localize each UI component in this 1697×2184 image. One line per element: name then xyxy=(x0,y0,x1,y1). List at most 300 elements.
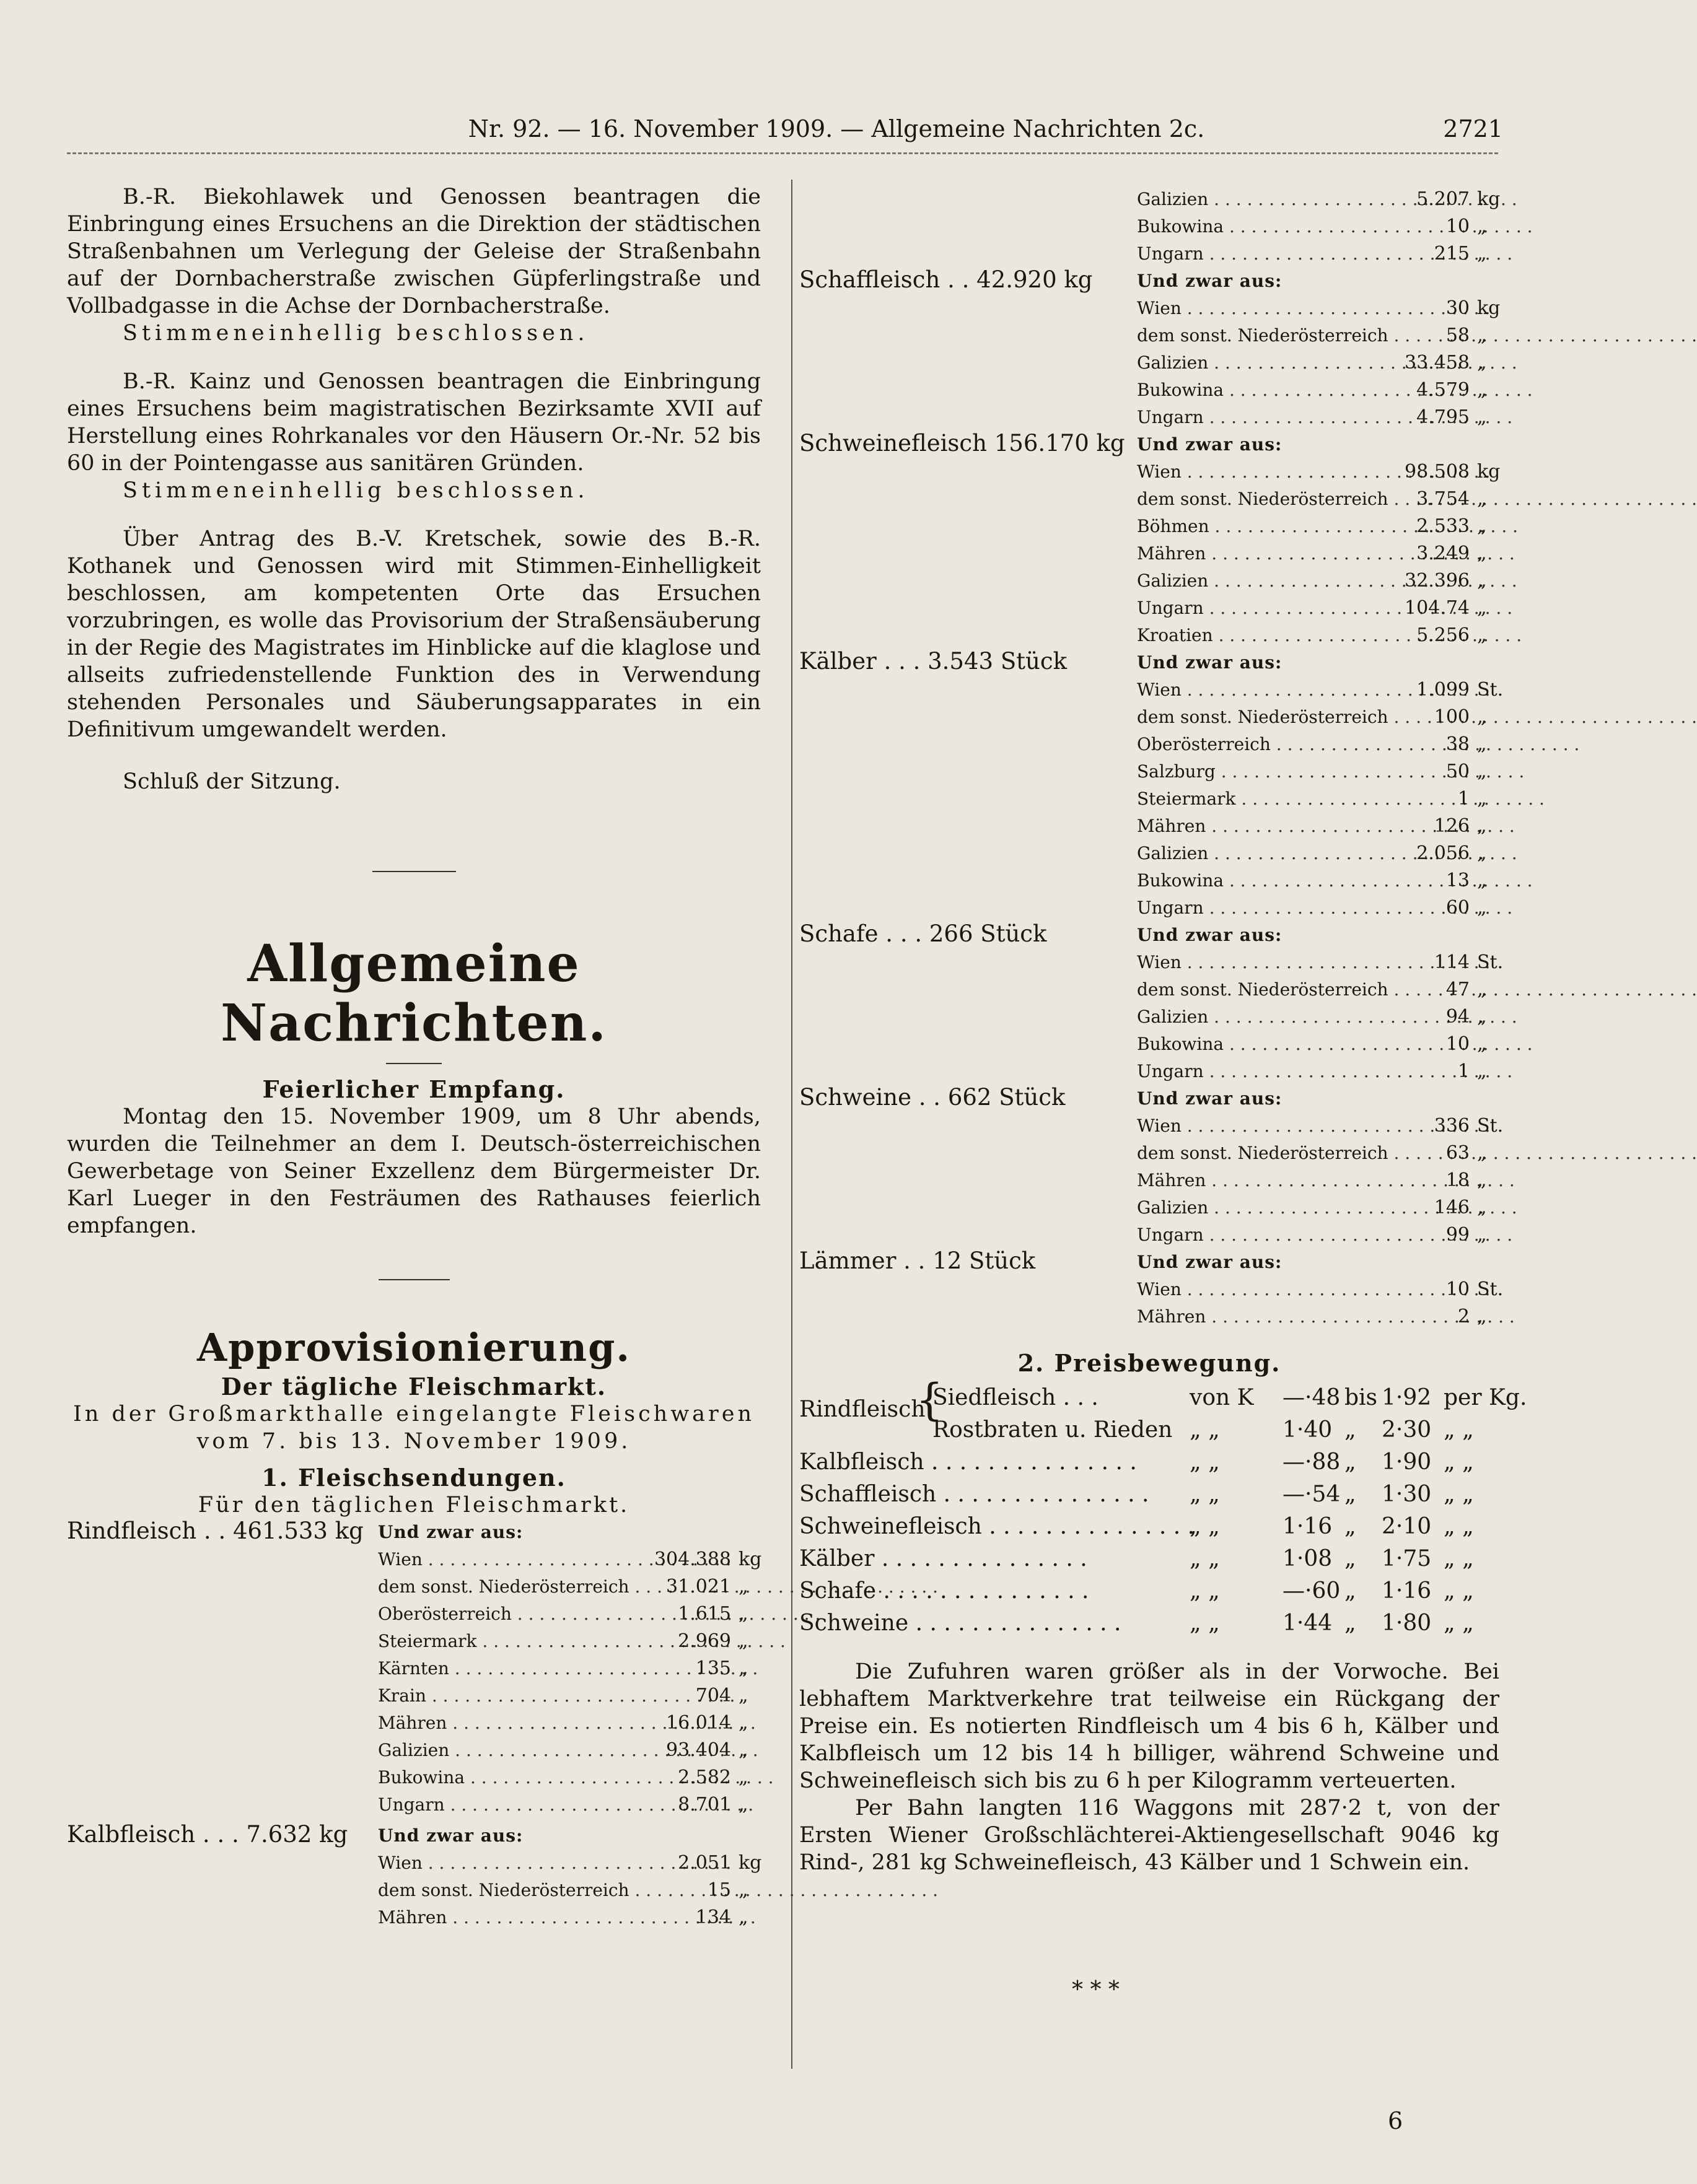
unit-label: „ xyxy=(1477,1197,1487,1218)
list-item xyxy=(1137,540,1499,567)
origin-label: Wien . . . xyxy=(1137,676,1400,704)
unit-label: „ xyxy=(739,1712,748,1734)
price-bis: „ xyxy=(1344,1546,1356,1571)
price-min: —·88 xyxy=(1283,1449,1341,1475)
list-item xyxy=(1137,1303,1499,1330)
quantity-value: 5.207 xyxy=(1416,188,1470,210)
origin-label: Und zwar aus: xyxy=(1137,925,1283,945)
unit-label: „ xyxy=(1477,733,1487,755)
group-schweine xyxy=(799,1084,1504,1249)
origin-label: Wien . . . xyxy=(1137,458,1400,486)
column-divider xyxy=(791,180,792,2069)
origin-label: Ungarn . . . xyxy=(1137,1221,1400,1249)
price-unit: „ „ xyxy=(1444,1578,1474,1604)
origin-label: Mähren . . . xyxy=(378,1710,613,1737)
price-min: 1·08 xyxy=(1283,1546,1333,1571)
list-item xyxy=(1137,676,1504,704)
price-max: 1·80 xyxy=(1382,1610,1432,1636)
session-close: Schluß der Sitzung. xyxy=(123,769,341,794)
intro-grossmarkthalle: In der Großmarkthalle eingelangte Fleischwaren vom 7. bis 13. November 1909. xyxy=(72,1402,755,1454)
origin-label: dem sonst. Niederösterreich . . . xyxy=(1137,704,1400,731)
unit-label: „ xyxy=(1477,1033,1487,1055)
origin-label: Mähren . . . xyxy=(1137,1167,1400,1194)
quantity-value: 215 xyxy=(1434,243,1470,264)
quantity-value: 38 xyxy=(1445,733,1470,755)
list-item xyxy=(1137,567,1499,595)
origin-label: Oberösterreich . . . xyxy=(1137,731,1400,758)
quantity-value: 15 xyxy=(707,1879,731,1901)
group-head: Rindfleisch . . 461.533 kg xyxy=(67,1518,364,1544)
unit-label: „ xyxy=(1477,543,1487,564)
quantity-value: 31.021 xyxy=(666,1576,731,1597)
price-row xyxy=(799,1382,1527,1414)
unit-label: „ xyxy=(1477,597,1487,619)
quantity-value: 304.388 xyxy=(654,1548,731,1570)
origin-label: Bukowina . . . xyxy=(1137,867,1400,894)
origin-label: Und zwar aus: xyxy=(1137,434,1283,455)
header-rule xyxy=(67,152,1498,154)
origin-label: dem sonst. Niederösterreich . . . xyxy=(1137,1140,1400,1167)
origin-label: Mähren . . . xyxy=(1137,540,1400,567)
list-subhead xyxy=(1137,268,1499,295)
price-row xyxy=(799,1414,1499,1446)
quantity-value: 93.404 xyxy=(666,1739,731,1761)
origin-label: dem sonst. Niederösterreich . . . xyxy=(1137,322,1400,349)
origin-label: Mähren . . . xyxy=(378,1904,613,1931)
quantity-value: 10 xyxy=(1445,1278,1470,1300)
list-item xyxy=(1137,1003,1499,1031)
quantity-value: 1.099 xyxy=(1416,679,1470,701)
quantity-value: 18 xyxy=(1445,1169,1470,1191)
list-item xyxy=(1137,1276,1504,1303)
origin-label: Kärnten . . . xyxy=(378,1655,613,1682)
price-min: 1·44 xyxy=(1283,1610,1333,1636)
price-item-name: Schweinefleisch . . . xyxy=(799,1511,1195,1543)
price-row xyxy=(799,1479,1499,1511)
unit-label: „ xyxy=(739,1685,748,1706)
quantity-value: 50 xyxy=(1445,761,1470,782)
paragraph-zufuhren: Die Zufuhren waren größer als in der Vorwoche. Bei lebhaftem Marktverkehre trat teilweise ein Rückgang der Preise ein. Es notierten Rindfleisch um 4 bis 6 h, Kälber und Kalbfleisch um 12 bis 14 h billiger, während Schweine und Schweinefleisch sich bis zu 6 h per Kilogramm verteuerten. xyxy=(799,1659,1499,1793)
list-item xyxy=(1137,949,1504,976)
list-item xyxy=(1137,513,1499,540)
group-head: Schaffleisch . . 42.920 kg xyxy=(799,266,1093,293)
origin-label: dem sonst. Niederösterreich . . . xyxy=(378,1877,613,1904)
list-item xyxy=(1137,1194,1499,1221)
list-item xyxy=(1137,1031,1499,1058)
price-unit: „ „ xyxy=(1444,1417,1474,1443)
list-item xyxy=(1137,322,1499,349)
paragraph-kretschek: Über Antrag des B.-V. Kretschek, sowie des B.-R. Kothanek und Genossen wird mit Stimmen-Einhelligkeit beschlossen, am kompetenten Orte das Ersuchen vorzubringen, es wolle das Provisorium der Straßensäuberung in der Regie des Magistrates im Hinblicke auf die klaglose und allseits zufriedenstellende Funktion des in Verwendung stehenden Personales und Säuberungsapparates in ein Definitivum umgewandelt werden. xyxy=(67,526,761,742)
unit-label: St. xyxy=(1477,1115,1504,1137)
list-item xyxy=(378,1682,761,1710)
unit-label: St. xyxy=(1477,679,1504,701)
price-max: 1·92 xyxy=(1382,1385,1432,1410)
price-row xyxy=(799,1543,1499,1575)
origin-label: Ungarn . . . xyxy=(1137,1058,1400,1085)
quantity-value: 5.256 xyxy=(1416,624,1470,646)
price-unit: „ „ xyxy=(1444,1546,1474,1571)
right-column xyxy=(799,186,1527,1876)
list-item xyxy=(378,1791,761,1819)
list-subhead xyxy=(1137,922,1499,949)
quantity-value: 8.701 xyxy=(678,1794,731,1815)
origin-label: Ungarn . . . xyxy=(1137,240,1400,268)
price-max: 2·10 xyxy=(1382,1514,1432,1539)
group-schweinefleisch xyxy=(799,431,1499,649)
price-row xyxy=(799,1575,1499,1607)
price-item-name: Schaffleisch . . . xyxy=(799,1479,1149,1511)
origin-label: Und zwar aus: xyxy=(1137,652,1283,673)
left-column xyxy=(67,183,761,1931)
quantity-value: 114 xyxy=(1434,951,1470,973)
running-header xyxy=(0,115,1610,152)
price-unit: „ „ xyxy=(1444,1610,1474,1636)
list-item xyxy=(378,1655,761,1682)
quantity-value: 1.615 xyxy=(678,1603,731,1625)
origin-label: Steiermark . . . xyxy=(378,1628,613,1655)
quantity-value: 10 xyxy=(1445,216,1470,237)
quantity-value: 2.582 xyxy=(678,1767,731,1788)
sub-title-taeglich: Für den täglichen Fleischmarkt. xyxy=(198,1493,630,1518)
quantity-value: 32.396 xyxy=(1405,570,1470,592)
quantity-value: 94 xyxy=(1445,1006,1470,1028)
price-von: „ „ xyxy=(1190,1610,1220,1636)
price-row xyxy=(799,1607,1499,1640)
list-item xyxy=(378,1710,761,1737)
unit-label: „ xyxy=(739,1658,748,1679)
unit-label: „ xyxy=(1477,243,1487,264)
price-min: 1·40 xyxy=(1283,1417,1333,1443)
quantity-value: 2.056 xyxy=(1416,842,1470,864)
origin-label: Wien . . . xyxy=(1137,295,1400,322)
list-item xyxy=(378,1764,761,1791)
origin-label: Bukowina . . . xyxy=(1137,1031,1400,1058)
unit-label: „ xyxy=(1477,1142,1487,1164)
price-min: —·54 xyxy=(1283,1482,1341,1507)
quantity-value: 47 xyxy=(1445,979,1470,1000)
list-item xyxy=(378,1904,761,1931)
origin-label: Böhmen . . . xyxy=(1137,513,1400,540)
list-item xyxy=(378,1601,761,1628)
origin-label: Galizien . . . xyxy=(1137,840,1400,867)
quantity-value: 1 xyxy=(1457,788,1470,810)
header-title: Nr. 92. — 16. November 1909. — Allgemeine Nachrichten 2c. xyxy=(468,115,1205,142)
origin-label: Mähren . . . xyxy=(1137,1303,1400,1330)
origin-label: Bukowina . . . xyxy=(1137,213,1400,240)
group-schafe xyxy=(799,920,1504,1085)
price-row xyxy=(799,1511,1499,1543)
list-item xyxy=(378,1850,761,1877)
origin-label: Ungarn . . . xyxy=(1137,894,1400,922)
unit-label: „ xyxy=(739,1879,748,1901)
price-bis: „ xyxy=(1344,1610,1356,1636)
sub-title-sendungen: 1. Fleischsendungen. xyxy=(261,1464,566,1492)
page-number: 2721 xyxy=(1443,115,1503,142)
origin-label: Mähren . . . xyxy=(1137,813,1400,840)
list-item xyxy=(1137,1140,1499,1167)
divider xyxy=(372,871,456,872)
list-item xyxy=(1137,731,1499,758)
list-item xyxy=(378,1877,761,1904)
unit-label: kg xyxy=(1477,461,1501,483)
paragraph-empfang: Montag den 15. November 1909, um 8 Uhr abends, wurden die Teilnehmer an dem I. Deutsch-österreichischen Gewerbetage von Seiner Exzellenz dem Bürgermeister Dr. Karl Lueger in den Festräumen des Rathauses feierlich empfangen. xyxy=(67,1104,761,1238)
list-item xyxy=(1137,240,1499,268)
quantity-value: 100 xyxy=(1434,706,1470,728)
unit-label: „ xyxy=(1477,1060,1487,1082)
unit-label: „ xyxy=(1477,1224,1487,1246)
quantity-value: 146 xyxy=(1434,1197,1470,1218)
unit-label: „ xyxy=(1477,897,1487,919)
price-item-name: Kälber . . . xyxy=(799,1543,1087,1575)
origin-label: Und zwar aus: xyxy=(378,1522,524,1542)
unit-label: „ xyxy=(1477,1306,1487,1327)
price-bis: „ xyxy=(1344,1514,1356,1539)
list-item xyxy=(1137,486,1499,513)
origin-label: Ungarn . . . xyxy=(1137,404,1400,431)
origin-label: Ungarn . . . xyxy=(378,1791,613,1819)
group-head: Schafe . . . 266 Stück xyxy=(799,920,1047,947)
price-bis: „ xyxy=(1344,1449,1356,1475)
group-kaelber xyxy=(799,648,1504,922)
sub-title-empfang: Feierlicher Empfang. xyxy=(262,1075,566,1103)
quantity-value: 30 xyxy=(1445,297,1470,319)
list-item xyxy=(1137,976,1499,1003)
price-item-name: Schweine . . . xyxy=(799,1607,1121,1640)
unit-label: „ xyxy=(1477,842,1487,864)
origin-label: Wien . . . xyxy=(1137,949,1400,976)
unit-label: „ xyxy=(1477,352,1487,373)
origin-label: dem sonst. Niederösterreich . . . xyxy=(378,1573,613,1601)
origin-label: Galizien . . . xyxy=(1137,1003,1400,1031)
paragraph-kainz: B.-R. Kainz und Genossen beantragen die Einbringung eines Ersuchens beim magistratischen Bezirksamte XVII auf Herstellung eines Rohrkanales vor den Häusern Or.-Nr. 52 bis 60 in der Pointengasse aus sanitären Gründen. xyxy=(67,369,761,476)
list-item xyxy=(1137,894,1499,922)
list-item xyxy=(1137,622,1499,649)
unit-label: „ xyxy=(739,1739,748,1761)
quantity-value: 2.969 xyxy=(678,1630,731,1652)
unit-label: „ xyxy=(739,1603,748,1625)
unit-label: „ xyxy=(1477,761,1487,782)
list-subhead xyxy=(1137,649,1499,676)
list-subhead xyxy=(1137,1249,1499,1276)
origin-label: Ungarn . . . xyxy=(1137,595,1400,622)
list-item xyxy=(378,1737,761,1764)
origin-label: Bukowina . . . xyxy=(1137,377,1400,404)
list-item xyxy=(1137,186,1499,213)
unit-label: „ xyxy=(1477,216,1487,237)
list-item xyxy=(1137,867,1499,894)
quantity-value: 336 xyxy=(1434,1115,1470,1137)
sub-title-preisbewegung: 2. Preisbewegung. xyxy=(1017,1349,1281,1377)
group-head: Lämmer . . 12 Stück xyxy=(799,1247,1036,1274)
price-bis: „ xyxy=(1344,1578,1356,1604)
group-schaffleisch xyxy=(799,268,1499,431)
paragraph-bahn: Per Bahn langten 116 Waggons mit 287·2 t, von der Ersten Wiener Großschlächterei-Aktiengesellschaft 9046 kg Rind-, 281 kg Schweinefleisch, 43 Kälber und 1 Schwein ein. xyxy=(799,1796,1499,1875)
unit-label: „ xyxy=(1477,788,1487,810)
list-item xyxy=(1137,840,1499,867)
price-von: von K xyxy=(1190,1385,1254,1410)
unit-label: „ xyxy=(739,1576,748,1597)
price-max: 2·30 xyxy=(1382,1417,1432,1443)
list-item xyxy=(1137,458,1499,486)
price-table xyxy=(799,1374,1527,1640)
group-rindfleisch xyxy=(67,1519,761,1819)
price-item-name: Kalbfleisch . . . xyxy=(799,1446,1137,1479)
price-max: 1·16 xyxy=(1382,1578,1432,1604)
origin-label: Wien . . . xyxy=(378,1546,613,1573)
price-row xyxy=(799,1446,1499,1479)
quantity-value: 2.533 xyxy=(1416,515,1470,537)
quantity-value: 4.579 xyxy=(1416,379,1470,401)
quantity-value: 99 xyxy=(1445,1224,1470,1246)
origin-label: Wien . . . xyxy=(1137,1112,1400,1140)
origin-label: Und zwar aus: xyxy=(1137,271,1283,291)
origin-label: Salzburg . . . xyxy=(1137,758,1400,785)
list-item xyxy=(1137,758,1499,785)
list-item xyxy=(1137,1221,1499,1249)
list-item xyxy=(1137,813,1499,840)
price-min: 1·16 xyxy=(1283,1514,1333,1539)
vote-result-1: Stimmeneinhellig beschlossen. xyxy=(123,321,589,346)
unit-label: „ xyxy=(1477,706,1487,728)
quantity-value: 104.74 xyxy=(1405,597,1470,619)
list-item xyxy=(1137,1112,1504,1140)
unit-label: „ xyxy=(1477,406,1487,428)
list-item xyxy=(1137,1167,1499,1194)
list-item xyxy=(1137,785,1499,813)
origin-label: Und zwar aus: xyxy=(1137,1252,1283,1272)
origin-label: dem sonst. Niederösterreich . . . xyxy=(1137,486,1400,513)
quantity-value: 1 xyxy=(1457,1060,1470,1082)
rindfleisch-label: Rindfleisch xyxy=(799,1397,926,1422)
list-subhead xyxy=(1137,1085,1499,1112)
price-unit: per Kg. xyxy=(1444,1385,1527,1410)
quantity-value: 13 xyxy=(1445,870,1470,891)
list-item xyxy=(378,1573,761,1601)
price-von: „ „ xyxy=(1190,1449,1220,1475)
origin-label: dem sonst. Niederösterreich . . . xyxy=(1137,976,1400,1003)
unit-label: „ xyxy=(1477,1169,1487,1191)
divider xyxy=(379,1279,450,1280)
price-min: —·48 xyxy=(1283,1385,1341,1410)
quantity-value: 3.754 xyxy=(1416,488,1470,510)
list-item xyxy=(1137,404,1499,431)
price-min: —·60 xyxy=(1283,1578,1341,1604)
origin-label: Krain . . . xyxy=(378,1682,613,1710)
section-title-approvisionierung: Approvisionierung. xyxy=(196,1325,631,1370)
divider xyxy=(386,1063,442,1064)
group-head: Schweinefleisch 156.170 kg xyxy=(799,430,1125,456)
unit-label: „ xyxy=(1477,488,1487,510)
unit-label: „ xyxy=(1477,325,1487,346)
sub-title-fleischmarkt: Der tägliche Fleischmarkt. xyxy=(221,1373,607,1400)
list-item xyxy=(1137,595,1499,622)
quantity-value: 60 xyxy=(1445,897,1470,919)
unit-label: „ xyxy=(739,1630,748,1652)
origin-label: Galizien . . . xyxy=(378,1737,613,1764)
quantity-value: 126 xyxy=(1434,815,1470,837)
origin-label: Galizien . . . xyxy=(1137,186,1400,213)
unit-label: „ xyxy=(739,1907,748,1928)
brace-icon: { xyxy=(916,1374,944,1425)
list-item xyxy=(378,1546,761,1573)
price-unit: „ „ xyxy=(1444,1514,1474,1539)
unit-label: „ xyxy=(1477,570,1487,592)
group-kalbfleisch-continued xyxy=(799,186,1499,268)
quantity-value: 3.249 xyxy=(1416,543,1470,564)
quantity-value: 58 xyxy=(1445,325,1470,346)
price-bis: „ xyxy=(1344,1482,1356,1507)
list-item xyxy=(1137,213,1499,240)
group-head: Schweine . . 662 Stück xyxy=(799,1084,1066,1111)
quantity-value: 16.014 xyxy=(666,1712,731,1734)
price-bis: bis xyxy=(1344,1385,1378,1410)
quantity-value: 135 xyxy=(695,1658,731,1679)
quantity-value: 98.508 xyxy=(1405,461,1470,483)
unit-label: kg xyxy=(1477,188,1501,210)
list-subhead xyxy=(1137,431,1499,458)
price-von: „ „ xyxy=(1190,1417,1220,1443)
unit-label: „ xyxy=(1477,515,1487,537)
price-max: 1·30 xyxy=(1382,1482,1432,1507)
origin-label: Galizien . . . xyxy=(1137,1194,1400,1221)
origin-label: Kroatien . . . xyxy=(1137,622,1400,649)
unit-label: „ xyxy=(1477,379,1487,401)
quantity-value: 4.795 xyxy=(1416,406,1470,428)
price-item-name: Rostbraten u. Rieden xyxy=(932,1417,1173,1443)
quantity-value: 2 xyxy=(1457,1306,1470,1327)
group-kalbfleisch xyxy=(67,1822,761,1931)
unit-label: „ xyxy=(1477,624,1487,646)
unit-label: „ xyxy=(1477,1006,1487,1028)
price-max: 1·90 xyxy=(1382,1449,1432,1475)
origin-label: Wien . . . xyxy=(1137,1276,1400,1303)
origin-label: Bukowina . . . xyxy=(378,1764,613,1791)
group-laemmer xyxy=(799,1247,1504,1330)
quantity-value: 134 xyxy=(695,1907,731,1928)
origin-label: Galizien . . . xyxy=(1137,567,1400,595)
list-item xyxy=(1137,1058,1499,1085)
price-von: „ „ xyxy=(1190,1546,1220,1571)
quantity-value: 704 xyxy=(695,1685,731,1706)
section-stars: * * * xyxy=(1072,1977,1120,2003)
group-head: Kalbfleisch . . . 7.632 kg xyxy=(67,1821,348,1848)
list-item xyxy=(1137,704,1499,731)
paragraph-biekohlawek: B.-R. Biekohlawek und Genossen beantragen die Einbringung eines Ersuchens an die Direktion der städtischen Straßenbahnen um Verlegung der Geleise der Straßenbahn auf der Dornbacherstraße zwischen Güpferlingstraße und Vollbadgasse in die Achse der Dornbacherstraße. xyxy=(67,185,761,318)
unit-label: „ xyxy=(1477,815,1487,837)
list-item xyxy=(378,1628,761,1655)
unit-label: „ xyxy=(1477,870,1487,891)
quantity-value: 33.458 xyxy=(1405,352,1470,373)
list-item xyxy=(1137,349,1499,377)
group-head: Kälber . . . 3.543 Stück xyxy=(799,648,1068,675)
origin-label: Oberösterreich . . . xyxy=(378,1601,613,1628)
origin-label: Und zwar aus: xyxy=(1137,1088,1283,1109)
price-max: 1·75 xyxy=(1382,1546,1432,1571)
quantity-value: 63 xyxy=(1445,1142,1470,1164)
origin-label: Wien . . . xyxy=(378,1850,613,1877)
price-unit: „ „ xyxy=(1444,1449,1474,1475)
unit-label: kg xyxy=(1477,297,1501,319)
quantity-value: 2.051 xyxy=(678,1852,731,1874)
unit-label: kg xyxy=(739,1852,762,1874)
origin-label: Steiermark . . . xyxy=(1137,785,1400,813)
unit-label: kg xyxy=(739,1548,762,1570)
price-von: „ „ xyxy=(1190,1514,1220,1539)
section-title-nachrichten: Allgemeine Nachrichten. xyxy=(221,934,607,1053)
price-item-name: Schafe . . . xyxy=(799,1575,1089,1607)
signature-number: 6 xyxy=(1388,2107,1403,2134)
origin-label: Galizien . . . xyxy=(1137,349,1400,377)
